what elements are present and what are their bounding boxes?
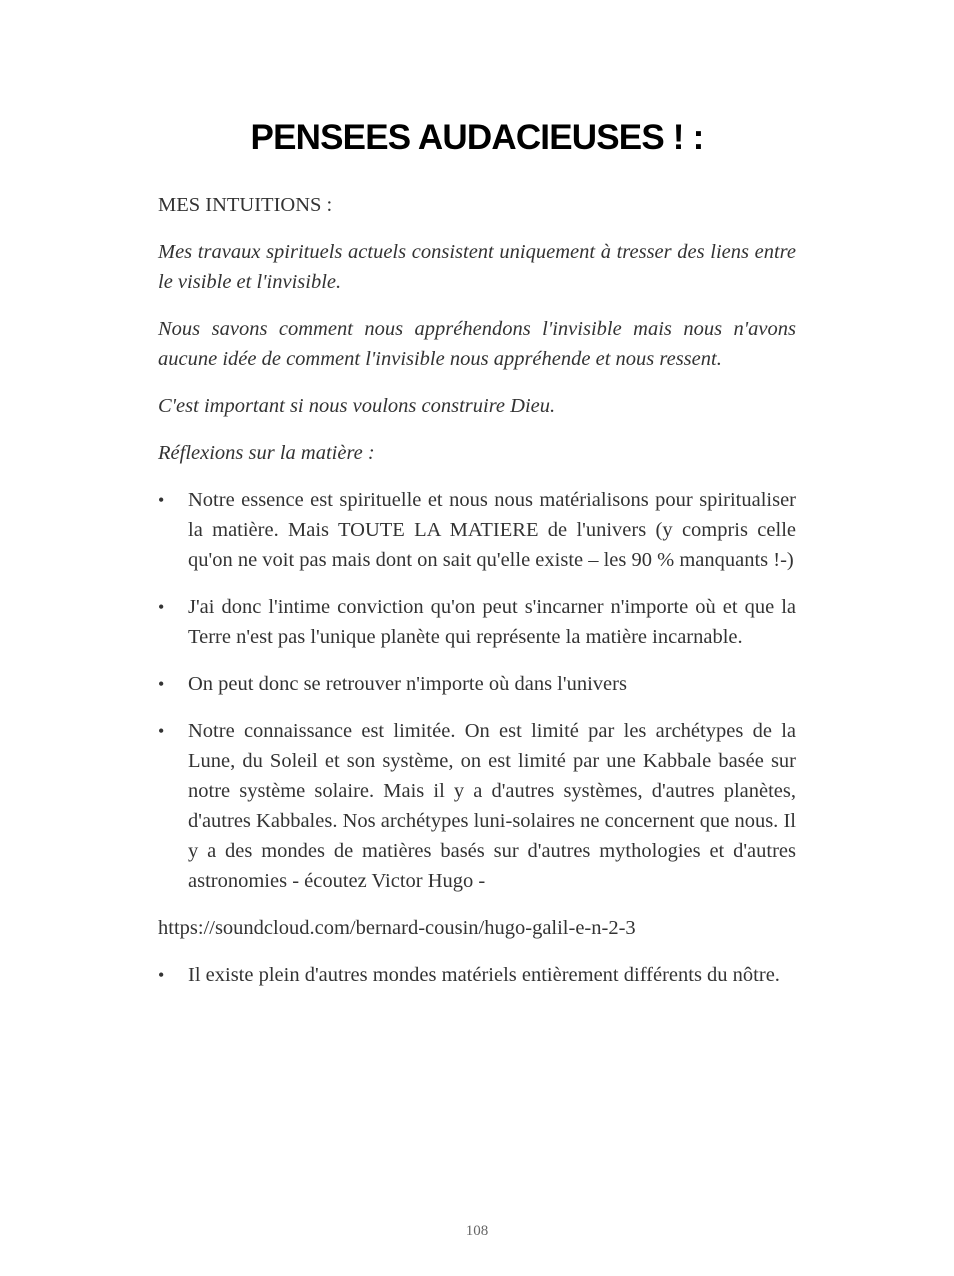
bullet-item — [158, 960, 796, 990]
bullet-item — [158, 669, 796, 699]
bullet-text: J'ai donc l'intime conviction qu'on peut s'incarner n'importe où et que la Terre n'est pas l'unique planète qui représente la matière incarnable. — [188, 596, 796, 648]
bullet-text: Notre connaissance est limitée. On est limité par les archétypes de la Lune, du Soleil et son système, on est limité par une Kabbale basée sur notre système solaire. Mais il y a d'autres systèmes, d'autres planètes, d'autres Kabbales. Nos archétypes luni-solaires ne concernent que nous. Il y a des mondes de matières basés sur d'autres mythologies et d'autres astronomies - écoutez Victor Hugo - — [188, 720, 796, 892]
italic-paragraph: C'est important si nous voulons construire Dieu. — [158, 395, 556, 417]
italic-paragraph: Nous savons comment nous appréhendons l'invisible mais nous n'avons aucune idée de comment l'invisible nous appréhende et nous ressent. — [158, 318, 796, 370]
bullet-item — [158, 592, 796, 652]
soundcloud-link[interactable]: https://soundcloud.com/bernard-cousin/hugo-galil-e-n-2-3 — [158, 917, 636, 939]
bullet-item — [158, 485, 796, 575]
bullet-item — [158, 716, 796, 896]
bullet-icon: • — [158, 490, 165, 510]
italic-paragraph: Mes travaux spirituels actuels consistent uniquement à tresser des liens entre le visible et l'invisible. — [158, 241, 796, 293]
bullet-text: On peut donc se retrouver n'importe où dans l'univers — [188, 673, 627, 695]
section-heading: MES INTUITIONS : — [158, 194, 333, 216]
bullet-icon: • — [158, 965, 165, 985]
page-number: 108 — [465, 1223, 489, 1239]
page-title: PENSEES AUDACIEUSES ! : — [250, 118, 704, 157]
bullet-icon: • — [158, 721, 165, 741]
document-body — [158, 190, 796, 1007]
bullet-text: Notre essence est spirituelle et nous nous matérialisons pour spiritualiser la matière. Mais TOUTE LA MATIERE de l'univers (y compris celle qu'on ne voit pas mais dont on sait qu'elle existe – les 90 % manquants !-) — [188, 489, 796, 571]
subsection-heading: Réflexions sur la matière : — [158, 442, 375, 464]
bullet-text: Il existe plein d'autres mondes matériels entièrement différents du nôtre. — [188, 964, 780, 986]
bullet-icon: • — [158, 674, 165, 694]
bullet-icon: • — [158, 597, 165, 617]
